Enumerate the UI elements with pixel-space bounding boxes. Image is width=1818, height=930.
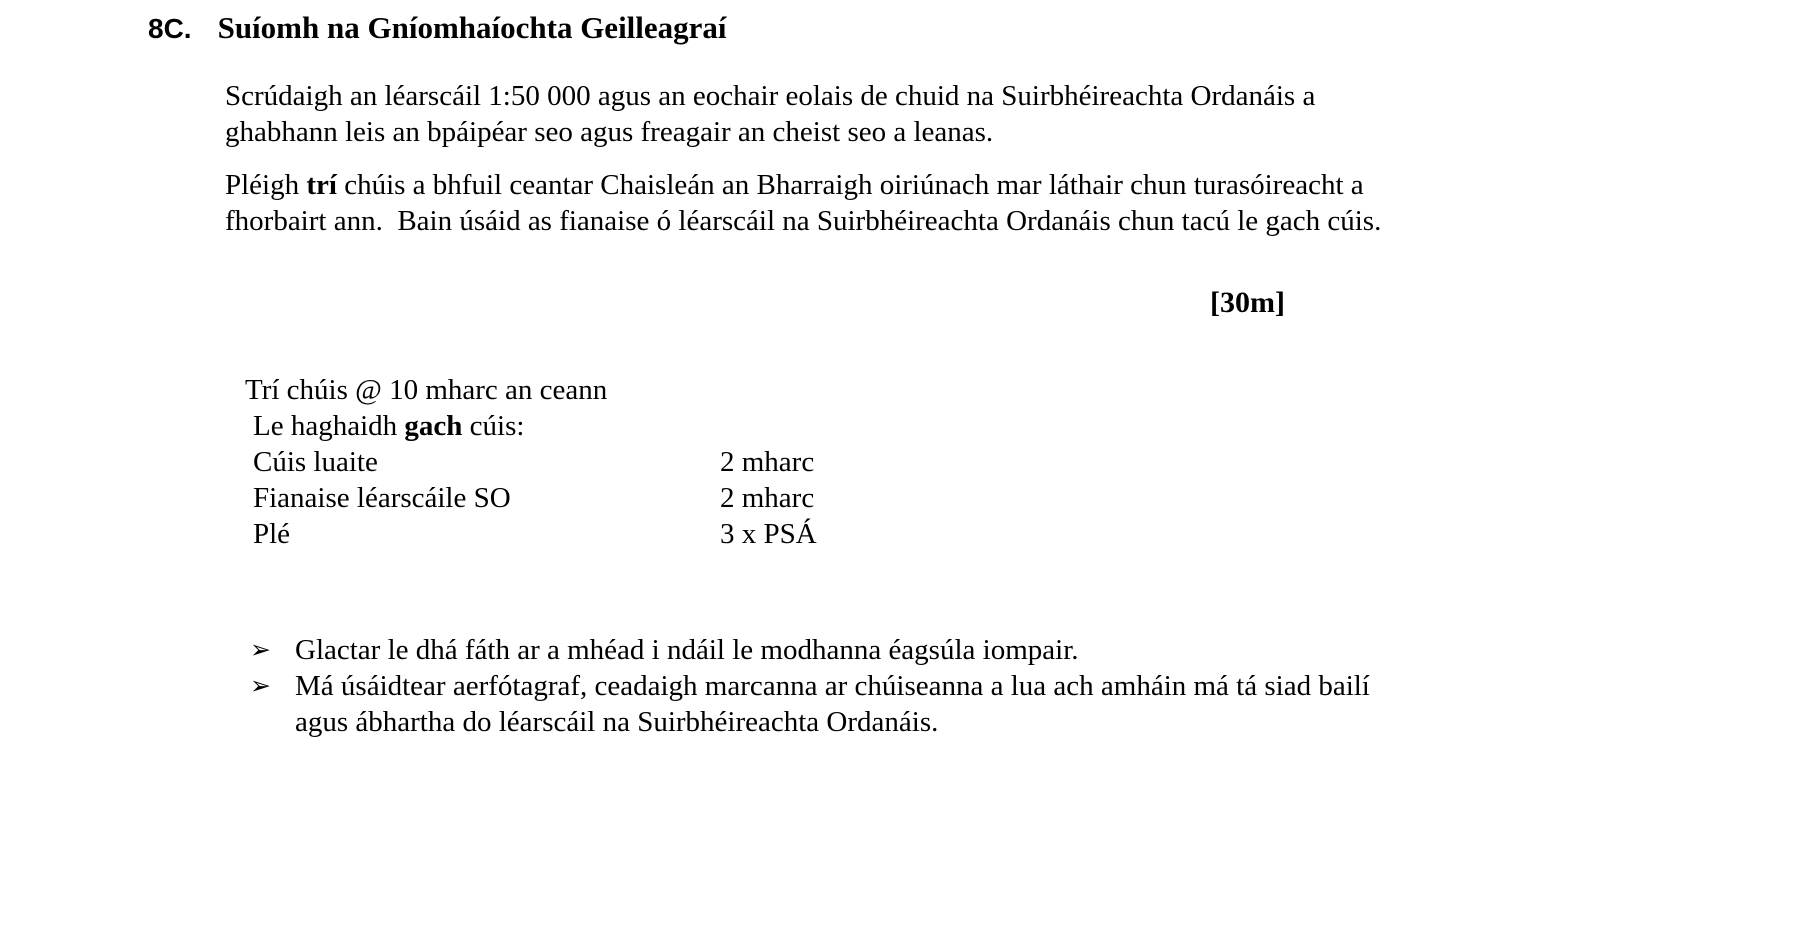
scheme-row [253, 444, 1818, 480]
question-text-pre: Pléigh [225, 169, 307, 201]
bullet-text: Má úsáidtear aerfótagraf, ceadaigh marcanna ar chúiseanna a lua ach amháin má tá siad bailí agus ábhartha do léarscáil na Suirbhéireachta Ordanáis. [295, 670, 1370, 738]
scheme-row-label: Fianaise léarscáile SO [253, 482, 511, 514]
scheme-total-line: Trí chúis @ 10 mharc an ceann [245, 374, 608, 406]
scheme-line2-post: cúis: [462, 410, 525, 442]
section-title: Suíomh na Gníomhaíochta Geilleagraí [217, 10, 727, 45]
section-number: 8C. [148, 13, 192, 44]
scheme-row-value: 3 x PSÁ [720, 518, 817, 550]
instruction-text: Scrúdaigh an léarscáil 1:50 000 agus an eochair eolais de chuid na Suirbhéireachta Ordanáis a ghabhann leis an bpáipéar seo agus freagair an cheist seo a leanas. [225, 80, 1323, 148]
scheme-row-value: 2 mharc [720, 482, 815, 514]
scheme-per-reason-line [253, 408, 1818, 444]
bullet-item [250, 668, 1420, 740]
scheme-row-label: Plé [253, 518, 291, 550]
section-header [148, 10, 1818, 46]
scheme-row [253, 480, 1818, 516]
bullet-item [250, 632, 1420, 668]
arrow-bullet-icon: ➢ [250, 635, 271, 664]
question-text-bold: trí [306, 169, 337, 201]
scheme-line2-pre: Le haghaidh [253, 410, 405, 442]
scheme-row-value: 2 mharc [720, 446, 815, 478]
marks-label: [30m] [1210, 286, 1285, 319]
scheme-line2-bold: gach [404, 410, 463, 442]
question-text-post: chúis a bhfuil ceantar Chaisleán an Bharraigh oiriúnach mar láthair chun turasóireacht a fhorbairt ann. Bain úsáid as fianaise ó léarscáil na Suirbhéireachta Ordanáis chun tacú le gach cúis. [225, 169, 1382, 237]
notes-bullet-list [250, 632, 1420, 740]
question-paragraph [225, 167, 1420, 239]
arrow-bullet-icon: ➢ [250, 671, 271, 700]
scheme-row [253, 516, 1818, 552]
scheme-row-label: Cúis luaite [253, 446, 378, 478]
instruction-paragraph [225, 78, 1420, 150]
bullet-text: Glactar le dhá fáth ar a mhéad i ndáil le modhanna éagsúla iompair. [295, 634, 1079, 666]
document-page [0, 10, 1818, 930]
marking-scheme [245, 372, 1818, 552]
